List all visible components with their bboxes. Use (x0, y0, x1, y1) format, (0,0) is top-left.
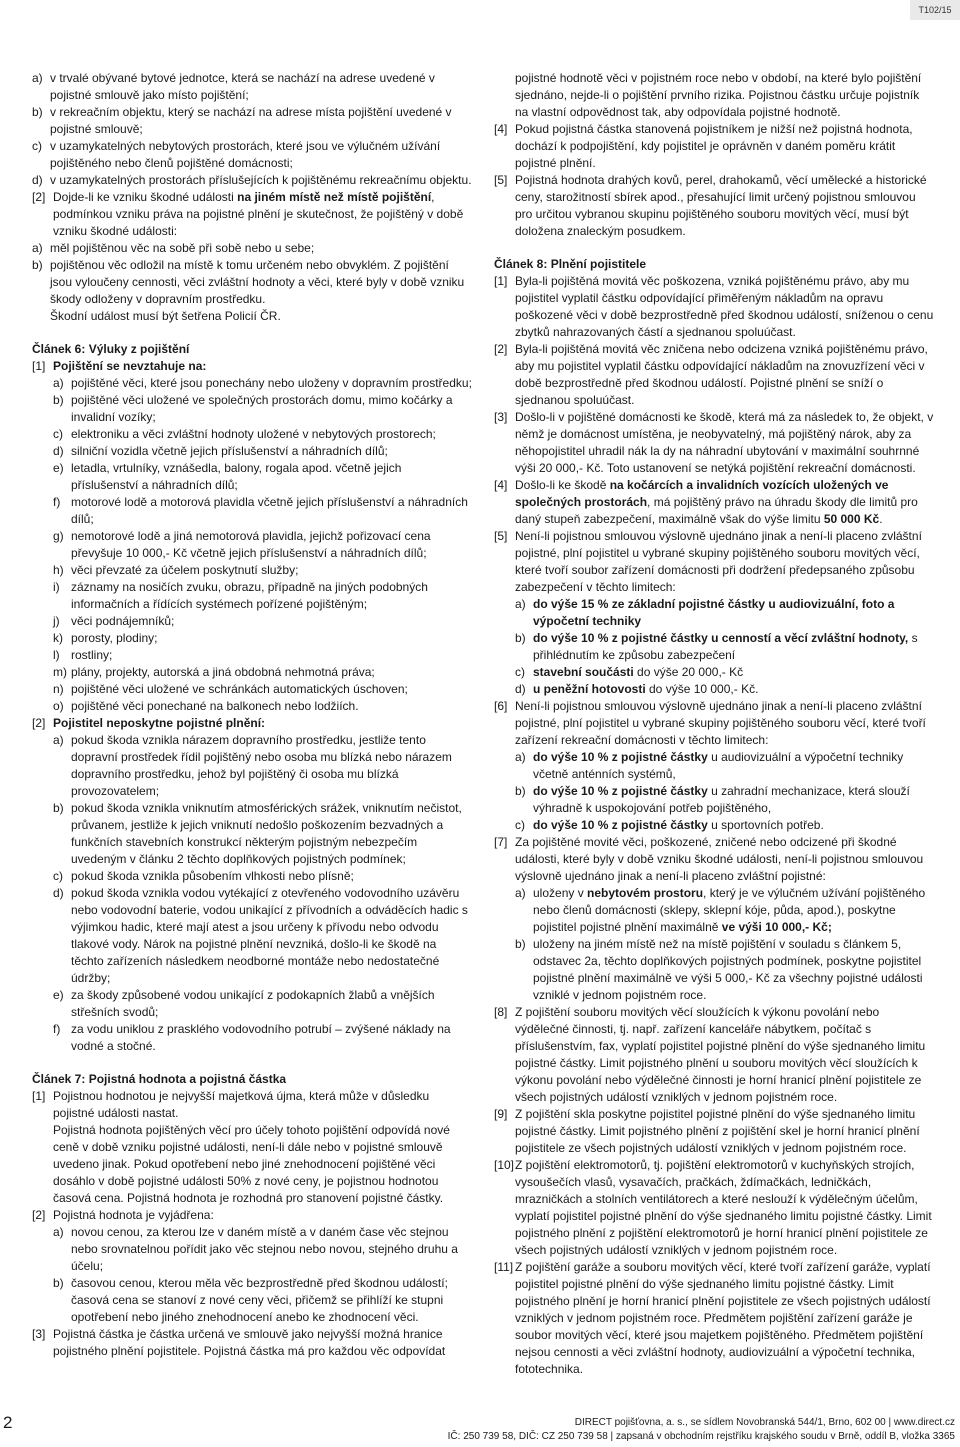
list-item: d) v uzamykatelných prostorách příslušejících k pojištěnému rekreačnímu objektu. (32, 173, 472, 187)
list-item: e) letadla, vrtulníky, vznášedla, balony, rogala apod. včetně jejich příslušenství a náhradních dílů; (53, 461, 402, 492)
value-types-list (32, 1224, 472, 1326)
list-item: f) motorové lodě a motorová plavidla včetně jejich příslušenství a náhradních dílů; (53, 495, 468, 526)
paragraph-7-5: [5] Pojistná hodnota drahých kovů, perel, drahokamů, věcí umělecké a historické ceny, starožitností sbírek apod., přesahující limit určený pojistnou smlouvou pro určitou vybranou skupinu pojištěného souboru movitých věcí, musí být doložena znaleckým posudkem. (494, 173, 927, 238)
right-column (494, 70, 934, 1378)
list-item: d) silniční vozidla včetně jejich příslušenství a náhradních dílů; (53, 444, 388, 458)
list-item: b) pokud škoda vznikla vniknutím atmosférických srážek, vniknutím nečistot, průvanem, jestliže k jejich vniknutí nedošlo poškozením bezvadných a funkčních stavebních konstrukcí některým pojistným nebezpečím uvedeným v článku 2 těchto doplňkových pojistných podmínek; (53, 801, 462, 866)
paragraph-7-3: [3] Pojistná částka je částka určená ve smlouvě jako nejvyšší možná hranice pojistného plnění pojistitele. Pojistná částka má pro každou věc odpovídat (32, 1327, 446, 1358)
paragraph-6-1: [1] Pojištění se nevztahuje na: (32, 359, 207, 373)
list-item: b) do výše 10 % z pojistné částky u zahradní mechanizace, která slouží výhradně k uspokojování potřeb pojištěného, (515, 784, 910, 815)
article-8-title: Článek 8: Plnění pojistitele (494, 257, 647, 271)
footer-company-line: DIRECT pojišťovna, a. s., se sídlem Novobranská 544/1, Brno, 602 00 | www.direct.cz (574, 1417, 955, 1428)
page-number: 2 (3, 1413, 13, 1432)
no-payment-list (32, 732, 472, 1055)
list-item: n) pojištěné věci uložené ve schránkách automatických úschoven; (53, 682, 408, 696)
left-column (32, 70, 472, 1360)
paragraph-8-7: [7] Za pojištěné movité věci, poškozené, zničené nebo odcizené při škodné události, které byly v době vzniku škodné události, není-li pojistnou smlouvou výslovně ujednáno jinak a není-li placeno zvláštní pojistné: (494, 835, 924, 883)
list-item: a) v trvalé obývané bytové jednotce, která se nachází na adrese uvedené v pojistné smlouvě jako místo pojištění; (32, 71, 435, 102)
note: Škodní událost musí být šetřena Policií ČR. (50, 309, 281, 323)
list-item: b) pojištěnou věc odložil na místě k tomu určeném nebo obvyklém. Z pojištění jsou vyloučeny cennosti, věci zvláštní hodnoty a věci, které byly v době vzniku škody odloženy v dopravním prostředku. (32, 258, 465, 306)
list-item: a) do výše 10 % z pojistné částky u audiovizuální a výpočetní techniky včetně anténních systémů, (515, 750, 904, 781)
list-item: b) pojištěné věci uložené ve společných prostorách domu, mimo kočárky a invalidní vozíky; (53, 393, 453, 424)
paragraph-5-2: [2] Dojde-li ke vzniku škodné události na jiném místě než místě pojištění, podmínkou vzniku práva na pojistné plnění je skutečnost, že pojištěný v době vzniku škodné události: (32, 190, 464, 238)
paragraph-8-5: [5] Není-li pojistnou smlouvou výslovně ujednáno jinak a není-li placeno zvláštní pojistné, plní pojistitel u vybrané skupiny pojištěného souboru movitých věcí, které tvoří soubor zařízení domácnosti při dodržení předepsaného způsobu zabezpečení v těchto limitech: (494, 529, 922, 594)
paragraph-7-3-continued: pojistné hodnotě věci v pojistném roce nebo v období, na které bylo pojištění sjednáno, nejde-li o pojištění prvního rizika. Pojistnou částku určuje pojistník na vlastní odpovědnost tak, aby odpovídala pojistné hodnotě. (515, 71, 922, 119)
paragraph-8-4: [4] Došlo-li ke škodě na kočárcích a invalidních vozících uložených ve společných prostorách, má pojištěný právo na úhradu škody dle limitů pro daný stupeň zabezpečení, maximálně však do výše limitu 50 000 Kč. (494, 478, 918, 526)
document-code: T102/15 (910, 0, 960, 20)
paragraph-8-8: [8] Z pojištění souboru movitých věcí sloužících k výkonu povolání nebo výdělečné činnosti, tj. např. zařízení kanceláře nábytkem, počítač s příslušenstvím, fax, vyplatí pojistitel pojistné plnění do výše sjednaného limitu pojistné částky. Limit pojistného plnění u souboru movitých věcí sloužících k výkonu povolání nebo výdělečné činnosti je horní hranicí plnění pojistitele ze všech pojistných událostí vzniklých v jednom pojistném roce. (494, 1005, 926, 1104)
list-item: f) za vodu uniklou z prasklého vodovodního potrubí – zvýšené náklady na vodné a stočné. (53, 1022, 451, 1053)
exclusions-list (32, 375, 472, 715)
paragraph-8-9: [9] Z pojištění skla poskytne pojistitel pojistné plnění do výše sjednaného limitu pojistné částky. Limit pojistného plnění z pojištění skel je horní hranicí plnění pojistitele ze všech pojistných událostí vzniklých v jednom pojistném roce. (494, 1107, 920, 1155)
article-6-title: Článek 6: Výluky z pojištění (32, 342, 190, 356)
list-item: a) novou cenou, za kterou lze v daném místě a v daném čase věc stejnou nebo srovnatelnou pořídit jako věc stejnou nebo novou, stejného druhu a účelu; (53, 1225, 458, 1273)
list-item: b) uloženy na jiném místě než na místě pojištění v souladu s článkem 5, odstavec 2a, těchto doplňkových pojistných podmínek, poskytne pojistitel pojistné plnění maximálně ve výši 5 000,- Kč za všechny pojistné události vzniklé v jednom pojistném roce. (515, 937, 923, 1002)
list-item: a) pokud škoda vznikla nárazem dopravního prostředku, jestliže tento dopravní prostředek řídil pojištěný nebo osoba mu blízká nebo nárazem dopravního prostředku, jehož byl pojištěný či osoba mu blízká provozovatelem; (53, 733, 452, 798)
paragraph-7-1: [1] Pojistnou hodnotou je nejvyšší majetková újma, která může v důsledku pojistné události nastat. (32, 1089, 430, 1120)
article-7-title: Článek 7: Pojistná hodnota a pojistná částka (32, 1072, 287, 1086)
paragraph-8-3: [3] Došlo-li v pojištěné domácnosti ke škodě, která má za následek to, že objekt, v němž je domácnost umístěna, je neobyvatelný, má pojištěný nárok, aby za něhopojistitel uhradil nák la dy na náhradní ubytování v maximální souhrnné výši 20 000,- Kč. Toto ustanovení se netýká pojištění rekreační domácnosti. (494, 410, 934, 475)
list-item: c) v uzamykatelných nebytových prostorách, které jsou ve výlučném užívání pojištěného nebo členů pojištěné domácnosti; (32, 139, 441, 170)
list-item: c) elektroniku a věci zvláštní hodnoty uložené v nebytových prostorech; (53, 427, 436, 441)
list-item: d) pokud škoda vznikla vodou vytékající z otevřeného vodovodního uzávěru nebo vodovodní baterie, vodou unikající z přívodních a odváděcích hadic s výjimkou hadic, které mají atest a jsou určeny k přívodu nebo odvodu tlakové vody. Nárok na pojistné plnění nevzniká, došlo-li ke škodě na těchto zařízeních následkem neodborné montáže nebo nedostatečné údržby; (53, 886, 468, 985)
list-item: e) za škody způsobené vodou unikající z podokapních žlabů a vnějších střešních svodů; (53, 988, 435, 1019)
list-item: g) nemotorové lodě a jiná nemotorová plavidla, jejichž pořizovací cena převyšuje 10 000,- Kč včetně jejich příslušenství a náhradních dílů; (53, 529, 431, 560)
paragraph-8-2: [2] Byla-li pojištěná movitá věc zničena nebo odcizena vzniká pojištěnému právo, aby mu pojistitel vyplatil částku odpovídající nákladům na znovuzřízení věci v době bezprostředně před škodnou událostí. Pojistné plnění se sníží o sjednanou spoluúčast. (494, 342, 928, 407)
paragraph-6-2: [2] Pojistitel neposkytne pojistné plnění: (32, 716, 266, 730)
paragraph-8-11: [11] Z pojištění garáže a souboru movitých věcí, které tvoří zařízení garáže, vyplatí pojistitel pojistné plnění do výše sjednaného limitu pojistné částky. Limit pojistného plnění je horní hranicí plnění pojistitele ze všech pojistných událostí vzniklých v jednom pojistném roce. Předmětem pojištění zařízení garáže je soubor movitých věcí, které jsou majetkem pojištěného. Předmětem pojištění nejsou cennosti a věci zvláštní hodnoty, audiovizuální a výpočetní technika, fototechnika. (494, 1260, 931, 1376)
paragraph-8-6: [6] Není-li pojistnou smlouvou výslovně ujednáno jinak a není-li placeno zvláštní pojistné, plní pojistitel u vybrané skupiny pojištěného souboru věcí, které tvoří zařízení rekreační domácnosti v těchto limitech: (494, 699, 926, 747)
footer-registry-line: IČ: 250 739 58, DIČ: CZ 250 739 58 | zapsaná v obchodním rejstříku krajského soudu v Brně, oddíl B, vložka 3365 (447, 1431, 955, 1442)
list-item: a) do výše 15 % ze základní pojistné částky u audiovizuální, foto a výpočetní techniky (515, 597, 895, 628)
paragraph-8-10: [10] Z pojištění elektromotorů, tj. pojištění elektromotorů v kuchyňských strojích, vysoušečích vlasů, vysavačích, pračkách, ždímačkách, ledničkách, mrazničkách a stolních ventilátorech a které neslouží k výdělečným účelům, vyplatí pojistitel pojistné plnění do výše sjednaného limitu pojistné částky. Limit pojistného plnění z pojištění elektromotorů je horní hranicí plnění pojistitele ze všech pojistných událostí vzniklých v jednom pojistném roce. (494, 1158, 932, 1257)
list-item: o) pojištěné věci ponechané na balkonech nebo lodžiích. (53, 699, 359, 713)
list-item: j) věci podnájemníků; (53, 614, 175, 628)
list-item: b) do výše 10 % z pojistné částky u cenností a věcí zvláštní hodnoty, s přihlédnutím ke způsobu zabezpečení (515, 631, 918, 662)
paragraph-7-4: [4] Pokud pojistná částka stanovená pojistníkem je nižší než pojistná hodnota, dochází k podpojištění, kdy pojistitel je oprávněn v daném poměru krátit pojistné plnění. (494, 122, 913, 170)
paragraph-7-1-continued: Pojistná hodnota pojištěných věcí pro účely tohoto pojištění odpovídá nové ceně v době vzniku pojistné události, není-li dále nebo v pojistné smlouvě uvedeno jinak. Pokud opotřebení nebo jiné znehodnocení pojištěné věci dosáhlo v době pojistné události 50% z nové ceny, je pojistnou hodnotou časová cena. Pojistná hodnota je rozhodná pro stanovení pojistné částky. (53, 1123, 450, 1205)
list-item: a) měl pojištěnou věc na sobě při sobě nebo u sebe; (32, 241, 315, 255)
list-item: c) do výše 10 % z pojistné částky u sportovních potřeb. (515, 818, 824, 832)
list-item: b) v rekreačním objektu, který se nachází na adrese místa pojištění uvedené v pojistné smlouvě; (32, 105, 452, 136)
paragraph-7-2: [2] Pojistná hodnota je vyjádřena: (32, 1208, 214, 1222)
paragraph-8-1: [1] Byla-li pojištěná movitá věc poškozena, vzniká pojištěnému právo, aby mu pojistitel vyplatil částku odpovídající přiměřeným nákladům na opravu poškozené věci v době bezprostředně před škodnou událostí, sníženou o cenu zbytků nahrazovaných částí a sjednanou spoluúčast. (494, 274, 934, 339)
list-item: k) porosty, plodiny; (53, 631, 158, 645)
list-item: l) rostliny; (53, 648, 113, 662)
list-item: h) věci převzaté za účelem poskytnutí služby; (53, 563, 299, 577)
list-item: d) u peněžní hotovosti do výše 10 000,- Kč. (515, 682, 759, 696)
list-item: m) plány, projekty, autorská a jiná obdobná nehmotná práva; (53, 665, 375, 679)
list-item: c) pokud škoda vznikla působením vlhkosti nebo plísně; (53, 869, 354, 883)
list-item: c) stavební součásti do výše 20 000,- Kč (515, 665, 744, 679)
list-item: i) záznamy na nosičích zvuku, obrazu, případně na jiných podobných informačních a řídících systémech pořízené pojištěným; (53, 580, 428, 611)
footer (335, 1416, 955, 1444)
list-item: a) uloženy v nebytovém prostoru, který je ve výlučném užívání pojištěného nebo členů domácnosti (sklepy, sklepní kóje, půda, apod.), poskytne pojistitel pojistné plnění maximálně ve výši 10 000,- Kč; (515, 886, 926, 934)
list-item: b) časovou cenou, kterou měla věc bezprostředně před škodnou událostí; časová cena se stanoví z nové ceny věci, přičemž se přihlíží ke stupni opotřebení nebo jiného znehodnocení anebo ke zhodnocení věci. (53, 1276, 448, 1324)
list-item: a) pojištěné věci, které jsou ponechány nebo uloženy v dopravním prostředku; (53, 376, 472, 390)
